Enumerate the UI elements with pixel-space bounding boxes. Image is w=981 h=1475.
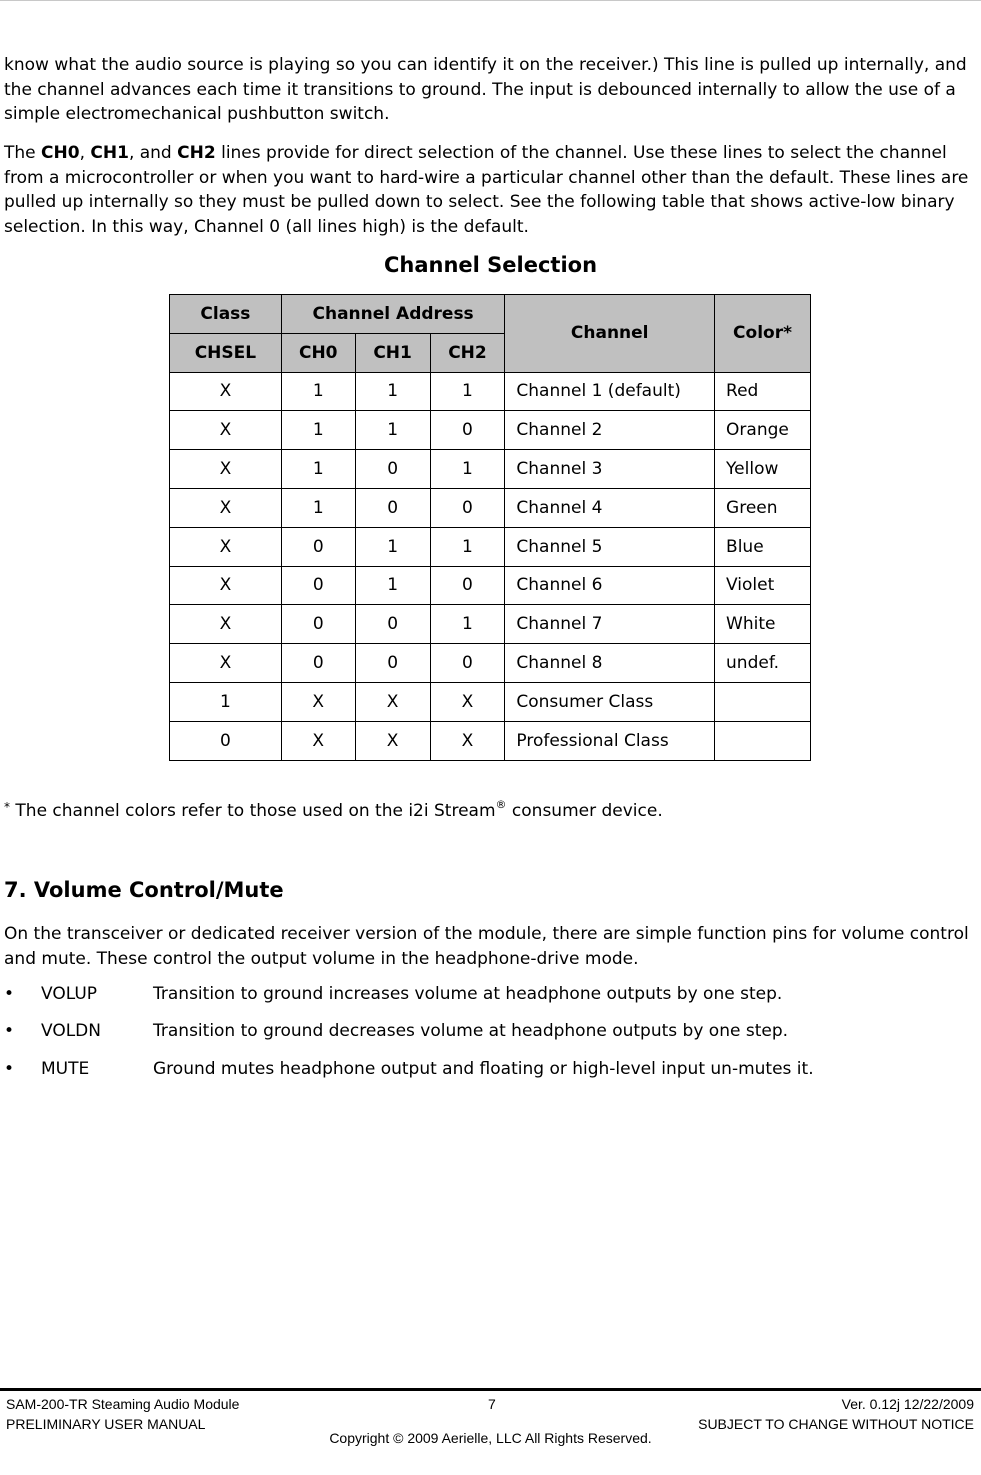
cell-color: Red <box>715 372 811 411</box>
pin-description: Ground mutes headphone output and floating or high-level input un-mutes it. <box>153 1059 814 1079</box>
cell-color: Yellow <box>715 450 811 489</box>
footnote-text-before: The channel colors refer to those used on the i2i Stream <box>10 801 496 821</box>
table-row <box>170 450 811 489</box>
cell-chsel: 1 <box>170 682 282 721</box>
cell-color: White <box>715 605 811 644</box>
cell-channel: Channel 6 <box>505 566 715 605</box>
cell-color <box>715 721 811 760</box>
cell-channel: Channel 4 <box>505 488 715 527</box>
registered-mark: ® <box>495 798 507 811</box>
header-ch1: CH1 <box>355 333 430 372</box>
footer-copyright: Copyright © 2009 Aerielle, LLC All Rights Reserved. <box>329 1430 652 1446</box>
cell-ch1: 0 <box>355 450 430 489</box>
cell-ch2: X <box>430 682 505 721</box>
cell-ch2: 1 <box>430 372 505 411</box>
bullet-icon: • <box>4 1059 15 1079</box>
table-row <box>170 411 811 450</box>
table-footnote <box>4 798 663 821</box>
cell-chsel: X <box>170 411 282 450</box>
header-channel-address: Channel Address <box>281 295 505 334</box>
cell-ch2: X <box>430 721 505 760</box>
table-row <box>170 605 811 644</box>
cell-channel: Channel 8 <box>505 644 715 683</box>
cell-channel: Channel 5 <box>505 527 715 566</box>
cell-channel: Channel 2 <box>505 411 715 450</box>
section-title: 7. Volume Control/Mute <box>4 878 284 902</box>
p2-sep2: , and <box>128 143 178 163</box>
cell-ch2: 1 <box>430 527 505 566</box>
cell-ch2: 0 <box>430 411 505 450</box>
p2-prefix: The <box>4 143 42 163</box>
intro-paragraph-2 <box>4 141 979 239</box>
cell-ch1: 0 <box>355 488 430 527</box>
cell-ch0: 0 <box>281 527 355 566</box>
cell-color: Blue <box>715 527 811 566</box>
cell-channel: Consumer Class <box>505 682 715 721</box>
cell-channel: Channel 1 (default) <box>505 372 715 411</box>
footnote-text-after: consumer device. <box>506 801 663 821</box>
cell-ch2: 1 <box>430 450 505 489</box>
table-row <box>170 488 811 527</box>
cell-color: Green <box>715 488 811 527</box>
cell-ch2: 0 <box>430 644 505 683</box>
footer-notice: SUBJECT TO CHANGE WITHOUT NOTICE <box>698 1416 974 1432</box>
cell-color: undef. <box>715 644 811 683</box>
cell-chsel: X <box>170 527 282 566</box>
intro-paragraph-1: know what the audio source is playing so you can identify it on the receiver.) This line is pulled up internally, and the channel advances each time it transitions to ground. The input is debounced internally to allow the use of a simple electromechanical pushbutton switch. <box>4 55 967 124</box>
cell-channel: Professional Class <box>505 721 715 760</box>
cell-chsel: X <box>170 644 282 683</box>
pin-name: MUTE <box>41 1059 90 1079</box>
footnote-star: * <box>4 800 10 814</box>
table-title: Channel Selection <box>383 253 598 277</box>
bullet-icon: • <box>4 984 15 1004</box>
table-row <box>170 721 811 760</box>
table-row <box>170 644 811 683</box>
table-row <box>170 682 811 721</box>
cell-ch0: 1 <box>281 372 355 411</box>
cell-ch0: X <box>281 721 355 760</box>
header-ch0: CH0 <box>281 333 355 372</box>
footer-product-name: SAM-200-TR Steaming Audio Module <box>6 1396 240 1412</box>
pin-description: Transition to ground decreases volume at headphone outputs by one step. <box>153 1021 789 1041</box>
header-ch2: CH2 <box>430 333 505 372</box>
p2-ch2: CH2 <box>177 143 216 163</box>
cell-ch1: X <box>355 682 430 721</box>
cell-ch2: 0 <box>430 566 505 605</box>
cell-ch1: 1 <box>355 411 430 450</box>
cell-color: Violet <box>715 566 811 605</box>
cell-ch2: 1 <box>430 605 505 644</box>
p2-ch0: CH0 <box>41 143 80 163</box>
channel-selection-table <box>169 294 811 761</box>
table-row <box>170 566 811 605</box>
cell-chsel: 0 <box>170 721 282 760</box>
header-color: Color* <box>715 295 811 373</box>
cell-color: Orange <box>715 411 811 450</box>
footer-manual-label: PRELIMINARY USER MANUAL <box>6 1416 206 1432</box>
footer-version: Ver. 0.12j 12/22/2009 <box>841 1396 974 1412</box>
cell-color <box>715 682 811 721</box>
cell-ch0: 0 <box>281 566 355 605</box>
cell-channel: Channel 3 <box>505 450 715 489</box>
cell-ch0: 1 <box>281 411 355 450</box>
cell-ch0: 1 <box>281 488 355 527</box>
cell-ch0: 0 <box>281 644 355 683</box>
cell-chsel: X <box>170 488 282 527</box>
cell-chsel: X <box>170 372 282 411</box>
cell-ch1: 1 <box>355 566 430 605</box>
p2-ch1: CH1 <box>90 143 129 163</box>
p2-sep1: , <box>79 143 91 163</box>
pin-description: Transition to ground increases volume at headphone outputs by one step. <box>153 984 783 1004</box>
cell-ch1: 0 <box>355 644 430 683</box>
cell-ch1: X <box>355 721 430 760</box>
cell-ch0: 1 <box>281 450 355 489</box>
top-rule <box>0 0 981 1</box>
pin-name: VOLUP <box>41 984 98 1004</box>
cell-chsel: X <box>170 566 282 605</box>
cell-chsel: X <box>170 450 282 489</box>
header-chsel: CHSEL <box>170 333 282 372</box>
page-number: 7 <box>488 1396 496 1412</box>
cell-channel: Channel 7 <box>505 605 715 644</box>
cell-ch1: 1 <box>355 372 430 411</box>
section-intro: On the transceiver or dedicated receiver version of the module, there are simple function pins for volume control and mute. These control the output volume in the headphone-drive mode. <box>4 924 969 969</box>
cell-chsel: X <box>170 605 282 644</box>
cell-ch1: 1 <box>355 527 430 566</box>
cell-ch2: 0 <box>430 488 505 527</box>
p2-rest: lines provide for direct selection of the channel. Use these lines to select the channel from a microcontroller or when you want to hard-wire a particular channel other than the default. These lines are pulled up internally so they must be pulled down to select. See the following table that shows active-low binary selection. In this way, Channel 0 (all lines high) is the default. <box>4 143 969 237</box>
header-class: Class <box>170 295 282 334</box>
cell-ch0: 0 <box>281 605 355 644</box>
table-row <box>170 527 811 566</box>
cell-ch0: X <box>281 682 355 721</box>
pin-name: VOLDN <box>41 1021 101 1041</box>
cell-ch1: 0 <box>355 605 430 644</box>
header-channel: Channel <box>505 295 715 373</box>
table-row <box>170 372 811 411</box>
bullet-icon: • <box>4 1021 15 1041</box>
footer-rule <box>0 1388 981 1391</box>
